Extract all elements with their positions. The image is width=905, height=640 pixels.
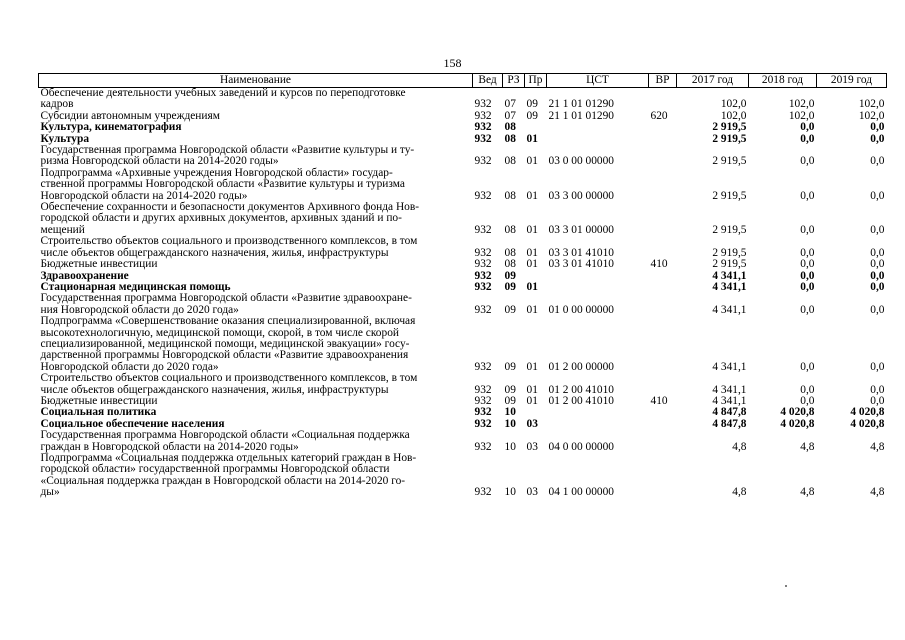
- budget-table: [38, 73, 887, 499]
- row-2019: 0,0: [870, 155, 885, 168]
- row-pr: 01: [526, 394, 538, 407]
- row-vr: 410: [650, 394, 668, 407]
- row-name-line: Культура, кинематография: [40, 121, 182, 134]
- row-cst: 01 2 00 00000: [548, 360, 614, 373]
- table-row: [39, 373, 887, 396]
- row-name: [39, 259, 473, 270]
- row-name-line: числе объектов общегражданского назначения, жилья, инфраструктуры: [40, 246, 389, 259]
- row-ved: 932: [474, 246, 492, 259]
- row-vr: [649, 293, 677, 316]
- row-2017: 2 919,5: [712, 132, 747, 145]
- table-row: [39, 293, 887, 316]
- row-2017: 2 919,5: [712, 121, 747, 134]
- header-2018: 2018 год: [749, 74, 817, 88]
- row-cst: [547, 134, 649, 145]
- row-2018: 0,0: [800, 132, 815, 145]
- row-2019: 4,8: [870, 486, 885, 499]
- row-pr: 01: [526, 189, 538, 202]
- row-name-line: «Социальная поддержка граждан в Новгородской области на 2014-2020 го-: [40, 474, 406, 487]
- row-rz: 10: [504, 406, 516, 419]
- row-rz: 08: [504, 121, 516, 134]
- row-name-line: ния Новгородской области до 2020 года»: [40, 303, 239, 316]
- header-pr: Пр: [525, 74, 547, 88]
- row-name-line: Социальное обеспечение населения: [40, 417, 225, 430]
- header-2017: 2017 год: [677, 74, 749, 88]
- row-pr: 03: [526, 440, 538, 453]
- row-pr: 01: [526, 246, 538, 259]
- row-pr: 01: [526, 360, 538, 373]
- row-ved: 932: [474, 417, 492, 430]
- row-pr: 09: [526, 109, 538, 122]
- row-ved: 932: [474, 394, 492, 407]
- row-name-line: мещений: [40, 223, 85, 236]
- row-ved: 932: [474, 109, 492, 122]
- row-name-line: Строительство объектов социального и производственного комплексов, в том: [40, 372, 418, 385]
- row-name: [39, 236, 473, 259]
- row-rz: 07: [504, 109, 516, 122]
- row-name-line: Строительство объектов социального и производственного комплексов, в том: [40, 235, 418, 248]
- row-rz: 08: [504, 223, 516, 236]
- row-vr: [649, 236, 677, 259]
- row-2019: 102,0: [858, 109, 885, 122]
- row-2018: 0,0: [800, 303, 815, 316]
- row-pr: 03: [526, 486, 538, 499]
- row-2017: 4 341,1: [712, 269, 747, 282]
- row-name-line: кадров: [40, 98, 74, 111]
- row-2018: 4 020,8: [780, 406, 815, 419]
- row-name-line: Государственная программа Новгородской области «Развитие здравоохране-: [40, 292, 412, 305]
- row-rz: 09: [504, 269, 516, 282]
- row-vr: 620: [650, 109, 668, 122]
- row-2017: 4 341,1: [712, 383, 747, 396]
- row-pr: 01: [526, 303, 538, 316]
- row-name-line: Государственная программа Новгородской области «Социальная поддержка: [40, 429, 410, 442]
- row-ved: 932: [474, 121, 492, 134]
- row-pr: 01: [526, 132, 538, 145]
- row-name: [39, 430, 473, 453]
- row-2018: 102,0: [788, 109, 815, 122]
- row-ved: 932: [474, 258, 492, 271]
- row-2017: 2 919,5: [712, 189, 747, 202]
- row-cst: [547, 419, 649, 430]
- row-2017: 4 847,8: [712, 417, 747, 430]
- row-vr: [649, 168, 677, 202]
- row-vr: [649, 282, 677, 293]
- row-2019: 0,0: [870, 258, 885, 271]
- row-name-line: Обеспечение деятельности учебных заведений и курсов по переподготовке: [40, 87, 406, 99]
- row-pr: 01: [526, 258, 538, 271]
- row-name-line: Подпрограмма «Социальная поддержка отдельных категорий граждан в Нов-: [40, 452, 417, 464]
- row-cst: 03 3 01 41010: [548, 246, 614, 259]
- row-ved: 932: [474, 189, 492, 202]
- row-rz: 08: [504, 258, 516, 271]
- row-cst: [547, 282, 649, 293]
- row-2017: 4,8: [732, 440, 747, 453]
- row-name: [39, 122, 473, 133]
- row-2018: 0,0: [800, 246, 815, 259]
- row-2018: 0,0: [800, 360, 815, 373]
- row-2018: 102,0: [788, 98, 815, 111]
- row-vr: [649, 271, 677, 282]
- row-rz: 08: [504, 132, 516, 145]
- row-name: [39, 88, 473, 111]
- row-2018: 0,0: [800, 223, 815, 236]
- row-name-line: специализированной, медицинской помощи, медицинской эвакуации» госу-: [40, 337, 410, 350]
- row-name: [39, 453, 473, 499]
- row-2019: 102,0: [858, 98, 885, 111]
- row-name-line: Стационарная медицинская помощь: [40, 280, 231, 293]
- row-name-line: Государственная программа Новгородской области «Развитие культуры и ту-: [40, 144, 415, 157]
- row-rz: 08: [504, 189, 516, 202]
- row-cst: 04 0 00 00000: [548, 440, 614, 453]
- row-vr: [649, 407, 677, 418]
- header-vr: ВР: [649, 74, 677, 88]
- row-2018: 0,0: [800, 394, 815, 407]
- row-2019: 0,0: [870, 132, 885, 145]
- header-cst: ЦСТ: [547, 74, 649, 88]
- row-rz: 07: [504, 98, 516, 111]
- row-name-line: городской области» государственной программы Новгородской области: [40, 463, 390, 476]
- row-2018: 0,0: [800, 189, 815, 202]
- row-name: [39, 168, 473, 202]
- row-ved: 932: [474, 406, 492, 419]
- row-vr: [649, 430, 677, 453]
- page-number: 158: [443, 56, 462, 70]
- table-row: [39, 396, 887, 407]
- row-2017: 2 919,5: [712, 246, 747, 259]
- row-2019: 0,0: [870, 303, 885, 316]
- row-2018: 0,0: [800, 280, 815, 293]
- row-2018: 4,8: [800, 440, 815, 453]
- row-name-line: Подпрограмма «Совершенствование оказания специализированной, включая: [40, 315, 416, 328]
- scan-speck: [785, 585, 787, 587]
- row-2019: 0,0: [870, 223, 885, 236]
- row-2017: 4 341,1: [712, 303, 747, 316]
- row-rz: 08: [504, 155, 516, 168]
- row-ved: 932: [474, 440, 492, 453]
- row-ved: 932: [474, 280, 492, 293]
- row-2019: 0,0: [870, 280, 885, 293]
- row-rz: 09: [504, 303, 516, 316]
- row-name-line: городской области и других архивных документов, архивных зданий и по-: [40, 212, 402, 225]
- row-name: [39, 145, 473, 168]
- row-name-line: Социальная политика: [40, 406, 157, 419]
- row-ved: 932: [474, 223, 492, 236]
- row-2018: 0,0: [800, 121, 815, 134]
- row-2017: 4 341,1: [712, 280, 747, 293]
- row-2017: 4 847,8: [712, 406, 747, 419]
- row-2019: 0,0: [870, 394, 885, 407]
- row-name-line: числе объектов общегражданского назначения, жилья, инфраструктуры: [40, 383, 389, 396]
- row-name: [39, 202, 473, 236]
- header-2019: 2019 год: [817, 74, 887, 88]
- row-pr: 09: [526, 98, 538, 111]
- row-ved: 932: [474, 383, 492, 396]
- row-2017: 2 919,5: [712, 258, 747, 271]
- row-2017: 2 919,5: [712, 155, 747, 168]
- row-rz: 10: [504, 440, 516, 453]
- row-name-line: Субсидии автономным учреждениям: [40, 109, 220, 122]
- table-row: [39, 202, 887, 236]
- row-name-line: дарственной программы Новгородской области «Развитие здравоохранения: [40, 349, 409, 362]
- row-vr: [649, 419, 677, 430]
- table-row: [39, 259, 887, 270]
- table-row: [39, 122, 887, 133]
- row-cst: 03 3 01 41010: [548, 258, 614, 271]
- table-row: [39, 145, 887, 168]
- row-pr: [525, 122, 547, 133]
- row-2017: 2 919,5: [712, 223, 747, 236]
- row-2018: 4,8: [800, 486, 815, 499]
- row-ved: 932: [474, 303, 492, 316]
- row-2018: 0,0: [800, 383, 815, 396]
- table-header-row: [39, 74, 887, 88]
- row-name-line: Новгородской области на 2014-2020 годы»: [40, 189, 248, 202]
- row-vr: [649, 202, 677, 236]
- row-name: [39, 293, 473, 316]
- header-name: Наименование: [39, 74, 473, 88]
- row-cst: 04 1 00 00000: [548, 486, 614, 499]
- row-cst: [547, 407, 649, 418]
- row-2017: 4 341,1: [712, 360, 747, 373]
- table-row: [39, 88, 887, 111]
- row-vr: [649, 134, 677, 145]
- row-vr: [649, 316, 677, 373]
- row-2019: 4 020,8: [850, 417, 885, 430]
- row-ved: 932: [474, 98, 492, 111]
- row-2018: 4 020,8: [780, 417, 815, 430]
- row-vr: 410: [650, 258, 668, 271]
- row-2019: 0,0: [870, 383, 885, 396]
- row-cst: 01 2 00 41010: [548, 383, 614, 396]
- row-cst: 03 3 00 00000: [548, 189, 614, 202]
- header-rz: РЗ: [503, 74, 525, 88]
- row-rz: 09: [504, 360, 516, 373]
- row-ved: 932: [474, 486, 492, 499]
- row-cst: [547, 271, 649, 282]
- row-name-line: Культура: [40, 132, 90, 145]
- row-2018: 0,0: [800, 155, 815, 168]
- row-2019: 4 020,8: [850, 406, 885, 419]
- row-cst: 01 0 00 00000: [548, 303, 614, 316]
- row-cst: 03 3 01 00000: [548, 223, 614, 236]
- row-2019: 0,0: [870, 121, 885, 134]
- row-name-line: высокотехнологичную, медицинской помощи, скорой, в том числе скорой: [40, 326, 399, 339]
- row-cst: 03 0 00 00000: [548, 155, 614, 168]
- row-2019: 0,0: [870, 269, 885, 282]
- row-name-line: граждан в Новгородской области на 2014-2020 годы»: [40, 440, 299, 453]
- row-vr: [649, 145, 677, 168]
- row-name: [39, 373, 473, 396]
- row-2017: 102,0: [720, 98, 747, 111]
- row-ved: 932: [474, 269, 492, 282]
- row-cst: 01 2 00 41010: [548, 394, 614, 407]
- row-name-line: Здравоохранение: [40, 269, 129, 282]
- table-row: [39, 168, 887, 202]
- row-pr: 01: [526, 383, 538, 396]
- row-ved: 932: [474, 132, 492, 145]
- table-row: [39, 236, 887, 259]
- row-vr: [649, 373, 677, 396]
- table-row: [39, 316, 887, 373]
- row-name-line: Подпрограмма «Архивные учреждения Новгородской области» государ-: [40, 166, 393, 179]
- row-2017: 4 341,1: [712, 394, 747, 407]
- row-2019: 4,8: [870, 440, 885, 453]
- row-rz: 10: [504, 417, 516, 430]
- row-2017: 4,8: [732, 486, 747, 499]
- row-rz: 09: [504, 394, 516, 407]
- row-name-line: Новгородской области до 2020 года»: [40, 360, 219, 373]
- row-vr: [649, 122, 677, 133]
- row-name: [39, 316, 473, 373]
- row-rz: 09: [504, 280, 516, 293]
- row-2019: 0,0: [870, 189, 885, 202]
- row-cst: 21 1 01 01290: [548, 98, 614, 111]
- row-name-line: ризма Новгородской области на 2014-2020 годы»: [40, 155, 279, 168]
- table-row: [39, 453, 887, 499]
- row-pr: 01: [526, 280, 538, 293]
- row-pr: 01: [526, 223, 538, 236]
- row-pr: 01: [526, 155, 538, 168]
- row-name-line: Обеспечение сохранности и безопасности документов Архивного фонда Нов-: [40, 201, 420, 214]
- row-2019: 0,0: [870, 360, 885, 373]
- row-2017: 102,0: [720, 109, 747, 122]
- row-2019: 0,0: [870, 246, 885, 259]
- row-name-line: Бюджетные инвестиции: [40, 394, 158, 407]
- row-2018: 0,0: [800, 258, 815, 271]
- row-vr: [649, 88, 677, 111]
- row-cst: [547, 122, 649, 133]
- row-name-line: ды»: [40, 486, 60, 499]
- row-2018: 0,0: [800, 269, 815, 282]
- row-ved: 932: [474, 360, 492, 373]
- row-rz: 09: [504, 383, 516, 396]
- table-row: [39, 430, 887, 453]
- row-rz: 10: [504, 486, 516, 499]
- row-cst: 21 1 01 01290: [548, 109, 614, 122]
- row-pr: 03: [526, 417, 538, 430]
- row-ved: 932: [474, 155, 492, 168]
- row-rz: 08: [504, 246, 516, 259]
- row-vr: [649, 453, 677, 499]
- row-name-line: ственной программы Новгородской области «Развитие культуры и туризма: [40, 178, 405, 191]
- header-ved: Вед: [473, 74, 503, 88]
- row-name-line: Бюджетные инвестиции: [40, 258, 158, 271]
